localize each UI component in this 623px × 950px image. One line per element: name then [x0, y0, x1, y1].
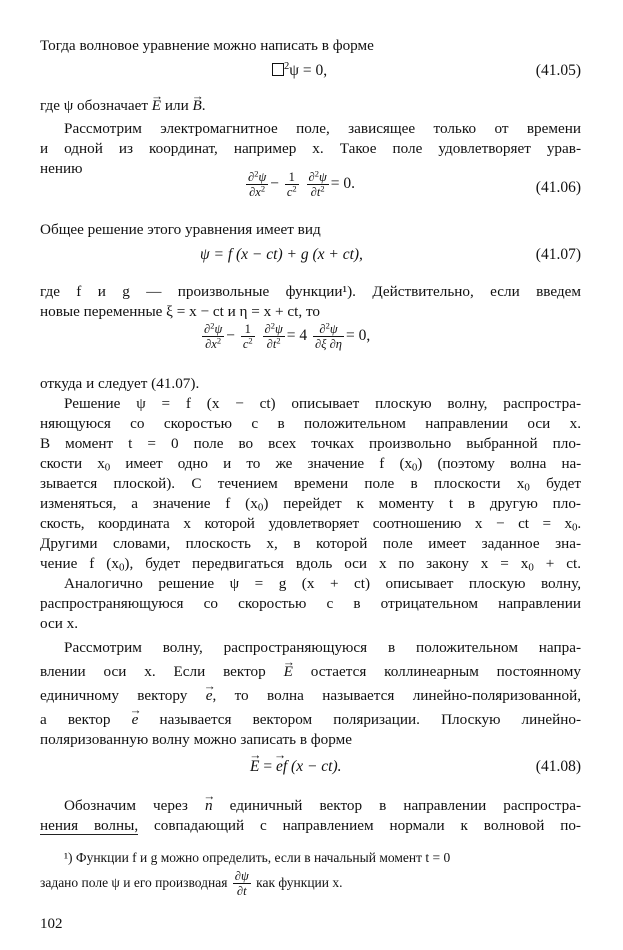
text-line: Другими словами, плоскость x, в которой поле имеет заданное зна- [40, 535, 581, 552]
text-line: няющуюся со скоростью c в положительном направлении оси x. [40, 415, 581, 432]
vector-e: → e [132, 710, 139, 730]
text-line: зывается плоской). С течением времени поле в плоскости $x_0$ будет [40, 475, 581, 494]
text-line: Рассмотрим волну, распространяющуюся в положительном напра- [64, 639, 581, 656]
text-line: изменяться, а значение f $(x_0)$ перейдет к моменту t в другую пло- [40, 495, 581, 514]
text-line: чение f $(x_0)$, будет передвигаться вдоль оси x по закону $x = x_0$ + ct. [40, 555, 582, 574]
vector-E: → E [284, 662, 293, 682]
equation-body: $\frac{\partial^2\psi}{\partial x^2}$ − $\frac{1}{c^2}$ $\frac{\partial^2\psi}{\partial t^2}$ = 0. [248, 168, 355, 199]
equation-body: $^2$ψ = 0, [272, 62, 327, 80]
equation-transformed [40, 322, 581, 358]
equation-body: → E = → ef (x − ct). [250, 758, 342, 776]
vector-n: → n [205, 796, 213, 816]
text-line: новые переменные ξ = x − ct и η = x + ct, то [40, 303, 320, 320]
equation-body: $\frac{\partial^2\psi}{\partial x^2}$ − $\frac{1}{c^2}$ $\frac{\partial^2\psi}{\partial t^2}$ = 4 $\frac{\partial^2\psi}{\partial\xi \partial\eta}$ = 0, [204, 320, 371, 351]
text-line: распространяющуюся со скоростью c в отрицательном направлении [40, 595, 581, 612]
vector-B: → B [193, 96, 202, 116]
text-line: влении оси x. Если вектор → E остается коллинеарным постоянному [40, 662, 581, 682]
equation-number: (41.06) [535, 179, 581, 196]
text-line: скость, координата x которой удовлетворяет соотношению x − ct = $x_0$. [40, 515, 581, 534]
text-line: Решение ψ = f (x − ct) описывает плоскую волну, распростра- [64, 395, 581, 412]
text-line: где f и g — произвольные функции¹). Действительно, если введем [40, 283, 581, 300]
equation-41-05 [40, 62, 581, 84]
equation-number: (41.07) [535, 246, 581, 263]
equation-number: (41.08) [535, 758, 581, 775]
equation-41-08 [40, 758, 581, 780]
text-line: Аналогично решение ψ = g (x + ct) описывает плоскую волну, [64, 575, 581, 592]
vector-E: → E [152, 96, 161, 116]
text-line: нению [40, 160, 83, 177]
text-line: Тогда волновое уравнение можно написать в форме [40, 37, 374, 54]
text-line: оси x. [40, 615, 79, 632]
text-line: где ψ обозначает → E или → B. [40, 96, 581, 116]
text-line: откуда и следует (41.07). [40, 375, 200, 392]
text-line: В момент t = 0 поле во всех точках произвольно выбранной пло- [40, 435, 581, 452]
text-line: и одной из координат, например x. Такое поле удовлетворяет урав- [40, 140, 581, 157]
equation-number: (41.05) [535, 62, 581, 79]
text-line: поляризованную волну можно записать в форме [40, 731, 352, 748]
text-line: Общее решение этого уравнения имеет вид [40, 221, 321, 238]
page-number: 102 [40, 916, 63, 932]
footnote-rule [40, 834, 138, 835]
footnote-line: ¹) Функции f и g можно определить, если в начальный момент t = 0 [64, 850, 451, 865]
equation-41-06 [40, 170, 581, 206]
vector-e: → e [206, 686, 213, 706]
dalembertian-symbol [272, 63, 284, 76]
text-line: нения волны, совпадающий с направлением нормали к волновой по- [40, 817, 581, 834]
text-line: Рассмотрим электромагнитное поле, зависящее только от времени [64, 120, 581, 137]
text-line: единичному вектору → e, то волна называется линейно-поляризованной, [40, 686, 581, 706]
text-line: Обозначим через → n единичный вектор в направлении распростра- [64, 796, 581, 816]
text-line: а вектор → e называется вектором поляризации. Плоскую линейно- [40, 710, 581, 730]
equation-41-07 [40, 246, 581, 268]
equation-body: ψ = f (x − ct) + g (x + ct), [200, 246, 363, 263]
text-line: скости $x_0$ имеет одно и то же значение f $(x_0)$ (поэтому волна на- [40, 455, 581, 474]
footnote-line: задано поле ψ и его производная $\frac{\partial\psi}{\partial t}$ как функции x. [40, 869, 343, 899]
